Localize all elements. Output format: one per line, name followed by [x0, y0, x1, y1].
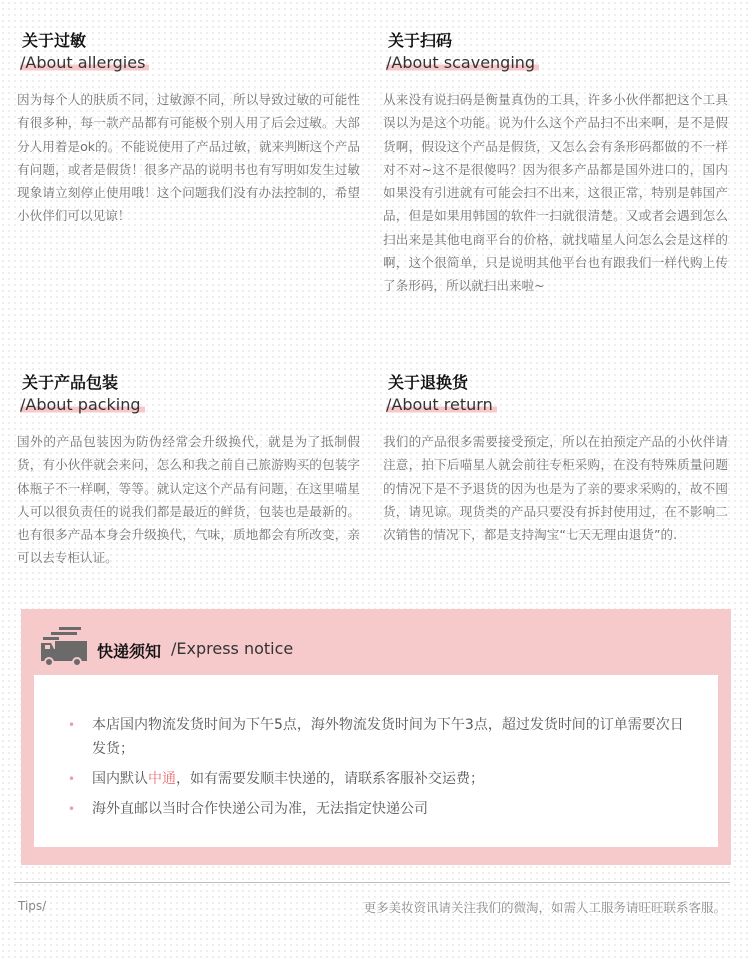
section-subtitle: /About scavenging — [386, 54, 539, 72]
section-body: 从来没有说扫码是衡量真伪的工具，许多小伙伴都把这个工具误以为是这个功能。说为什么这个产品扫不出来啊，是不是假货啊，假设这个产品是假货，又怎么会有条形码都做的不一样对不对~这不是很傻吗？因为很多产品都是国外进口的，国内如果没有引进就有可能会扫不出来，这很正常，特别是韩国产品，但是如果用韩国的软件一扫就很清楚。又或者会遇到怎么扫出来是其他电商平台的价格，就找喵星人问怎么会是这样的啊，这个很简单，只是说明其他平台也有跟我们一样代购上传了条形码，所以就扫出来啦~ — [383, 92, 728, 294]
highlight-courier: 中通 — [148, 771, 176, 787]
section-title: 关于退换货 — [388, 373, 469, 392]
list-item: • 本店国内物流发货时间为下午5点，海外物流发货时间为下午3点，超过发货时间的订单需要次日发货； — [68, 713, 688, 761]
section-title: 关于过敏 — [22, 31, 87, 50]
section-subtitle: /About allergies — [20, 54, 149, 72]
express-notice-header — [21, 609, 731, 675]
section-subtitle: /About packing — [20, 396, 145, 414]
tips-label: Tips/ — [18, 899, 47, 913]
footer-text: 更多美妆资讯请关注我们的微淘，如需人工服务请旺旺联系客服。 — [363, 900, 726, 915]
list-item: • 海外直邮以当时合作快递公司为准，无法指定快递公司 — [68, 797, 688, 821]
section-title: 关于扫码 — [388, 31, 453, 50]
section-allergies — [17, 31, 360, 228]
footer-divider — [14, 882, 730, 883]
section-subtitle: /About return — [386, 396, 497, 414]
bullet-icon: • — [68, 772, 76, 786]
section-packing — [17, 373, 360, 570]
bullet-icon: • — [68, 718, 76, 732]
notice-list — [68, 713, 688, 827]
express-notice-subtitle: /Express notice — [171, 639, 294, 658]
list-item: • 国内默认中通，如有需要发顺丰快递的，请联系客服补交运费； — [68, 767, 688, 791]
section-body: 我们的产品很多需要接受预定，所以在拍预定产品的小伙伴请注意，拍下后喵星人就会前往专柜采购，在没有特殊质量问题的情况下是不予退货的因为也是为了亲的要求采购的，故不囤货，请见谅。现货类的产品只要没有拆封使用过，在不影响二次销售的情况下，都是支持淘宝“七天无理由退货”的. — [383, 434, 728, 543]
delivery-truck-icon — [37, 621, 93, 667]
bullet-icon: • — [68, 802, 76, 816]
express-notice-title: 快递须知 — [97, 642, 162, 661]
section-scanning — [383, 31, 728, 298]
section-return — [383, 373, 728, 546]
section-body: 因为每个人的肤质不同，过敏源不同，所以导致过敏的可能性有很多种，每一款产品都有可能极个别人用了后会过敏。大部分人用着是ok的。不能说使用了产品过敏，就来判断这个产品有问题，或者是假货！很多产品的说明书也有写明如发生过敏现象请立刻停止使用哦！这个问题我们没有办法控制的，希望小伙伴们可以见谅！ — [17, 92, 360, 224]
section-body: 国外的产品包装因为防伪经常会升级换代，就是为了抵制假货，有小伙伴就会来问，怎么和我之前自己旅游购买的包装字体瓶子不一样啊，等等。就认定这个产品有问题，在这里喵星人可以很负责任的说我们都是最近的鲜货，包装也是最新的。也有很多产品本身会升级换代，气味，质地都会有所改变，亲可以去专柜认证。 — [17, 434, 360, 566]
section-title: 关于产品包装 — [22, 373, 119, 392]
express-notice-panel — [21, 609, 731, 865]
express-notice-content — [34, 675, 718, 847]
